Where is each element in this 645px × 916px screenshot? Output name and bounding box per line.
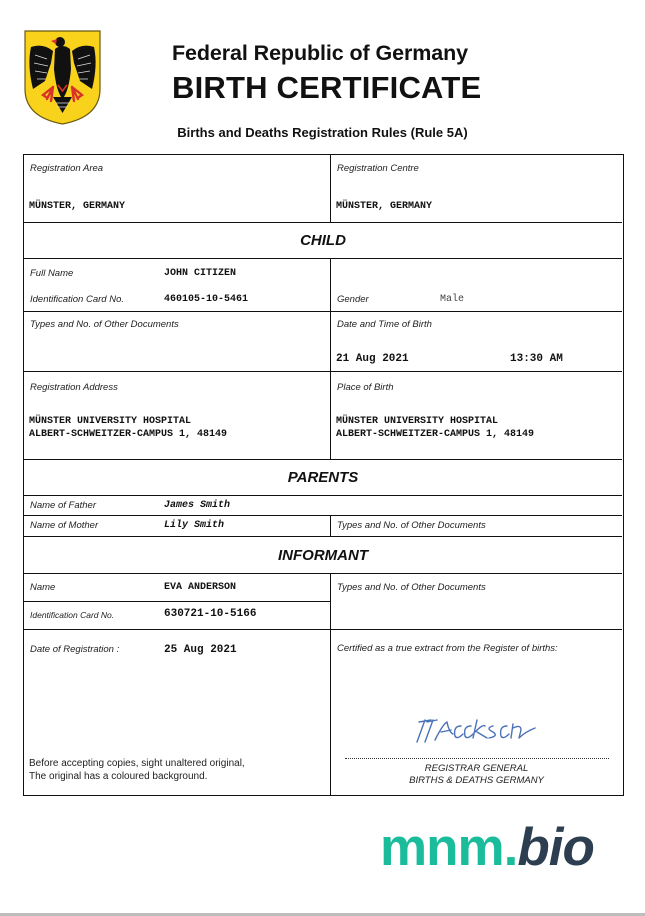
- registration-area-value: MÜNSTER, GERMANY: [29, 201, 126, 212]
- child-identity-cell: [24, 259, 331, 311]
- informant-section-title: INFORMANT: [278, 547, 368, 564]
- father-label: Name of Father: [30, 500, 96, 511]
- full-name-value: JOHN CITIZEN: [164, 268, 237, 279]
- informant-other-docs-label: Types and No. of Other Documents: [337, 582, 486, 593]
- informant-divider: [24, 601, 331, 602]
- gender-value: Male: [440, 294, 465, 305]
- german-eagle-coat-of-arms-icon: [23, 29, 102, 126]
- date-of-registration-value: 25 Aug 2021: [164, 644, 237, 656]
- place-of-birth-line1: MÜNSTER UNIVERSITY HOSPITAL: [336, 416, 499, 427]
- child-id-value: 460105-10-5461: [164, 294, 249, 305]
- parents-other-docs-cell: [331, 516, 622, 536]
- rule-subtitle: Births and Deaths Registration Rules (Rule 5A): [177, 125, 468, 140]
- informant-other-docs-cell: [331, 574, 622, 629]
- informant-id-value: 630721-10-5166: [164, 608, 257, 620]
- dob-cell: [331, 312, 622, 371]
- informant-section-header: [24, 537, 622, 574]
- registration-address-line1: MÜNSTER UNIVERSITY HOSPITAL: [29, 416, 192, 427]
- gender-label: Gender: [337, 294, 369, 305]
- registrar-line1: REGISTRAR GENERAL: [424, 763, 529, 774]
- registrar-line2: BIRTHS & DEATHS GERMANY: [409, 775, 544, 786]
- registration-centre-cell: [331, 155, 622, 222]
- place-of-birth-label: Place of Birth: [337, 382, 394, 393]
- registration-address-line2: ALBERT-SCHWEITZER-CAMPUS 1, 48149: [29, 429, 228, 440]
- child-section-header: [24, 223, 622, 259]
- document-title: BIRTH CERTIFICATE: [172, 70, 482, 105]
- child-other-docs-cell: [24, 312, 331, 371]
- registration-row: [24, 155, 622, 223]
- mother-cell: [24, 516, 331, 536]
- father-row: [24, 496, 622, 516]
- informant-row: [24, 574, 622, 630]
- father-value: James Smith: [164, 500, 231, 511]
- registrar-title: [331, 763, 622, 787]
- mother-value: Lily Smith: [164, 520, 225, 531]
- place-of-birth-cell: [331, 372, 622, 459]
- mother-label: Name of Mother: [30, 520, 99, 531]
- dob-time-value: 13:30 AM: [510, 353, 563, 365]
- child-docs-dob-row: [24, 312, 622, 372]
- dob-label: Date and Time of Birth: [337, 319, 432, 330]
- address-row: [24, 372, 622, 460]
- certification-cell: [331, 630, 622, 795]
- gender-cell: [331, 259, 622, 311]
- original-notice-line2: The original has a coloured background.: [29, 771, 208, 782]
- registration-date-cell: [24, 630, 331, 795]
- brand-part-secondary: bio: [517, 818, 594, 877]
- registration-area-label: Registration Area: [30, 163, 104, 174]
- dob-date-value: 21 Aug 2021: [336, 353, 409, 365]
- brand-part-primary: mnm.: [380, 818, 518, 877]
- informant-identity-cell: [24, 574, 331, 629]
- parents-section-title: PARENTS: [287, 469, 359, 486]
- registrar-signature: [413, 714, 538, 751]
- title-block: [172, 40, 481, 106]
- brand-watermark: [380, 818, 594, 878]
- certification-row: [24, 630, 622, 795]
- informant-name-value: EVA ANDERSON: [164, 582, 237, 593]
- parents-other-docs-label: Types and No. of Other Documents: [337, 520, 486, 531]
- certificate-form: [23, 154, 624, 796]
- original-notice: [29, 757, 245, 783]
- date-of-registration-label: Date of Registration :: [30, 644, 120, 655]
- child-id-label: Identification Card No.: [30, 294, 124, 305]
- registration-centre-label: Registration Centre: [337, 163, 419, 174]
- registration-area-cell: [24, 155, 331, 222]
- registration-address-label: Registration Address: [30, 382, 118, 393]
- child-other-docs-label: Types and No. of Other Documents: [30, 319, 179, 330]
- child-section-title: CHILD: [300, 232, 346, 249]
- mother-row: [24, 516, 622, 537]
- registration-address-cell: [24, 372, 331, 459]
- registration-centre-value: MÜNSTER, GERMANY: [336, 201, 433, 212]
- informant-name-label: Name: [30, 582, 56, 593]
- country-title: Federal Republic of Germany: [172, 41, 468, 65]
- signature-line: [345, 758, 609, 759]
- full-name-label: Full Name: [30, 268, 74, 279]
- parents-section-header: [24, 460, 622, 496]
- informant-id-label: Identification Card No.: [30, 610, 115, 620]
- certified-label: Certified as a true extract from the Register of births:: [337, 643, 558, 654]
- place-of-birth-line2: ALBERT-SCHWEITZER-CAMPUS 1, 48149: [336, 429, 535, 440]
- child-identity-row: [24, 259, 622, 312]
- original-notice-line1: Before accepting copies, sight unaltered original,: [29, 758, 245, 769]
